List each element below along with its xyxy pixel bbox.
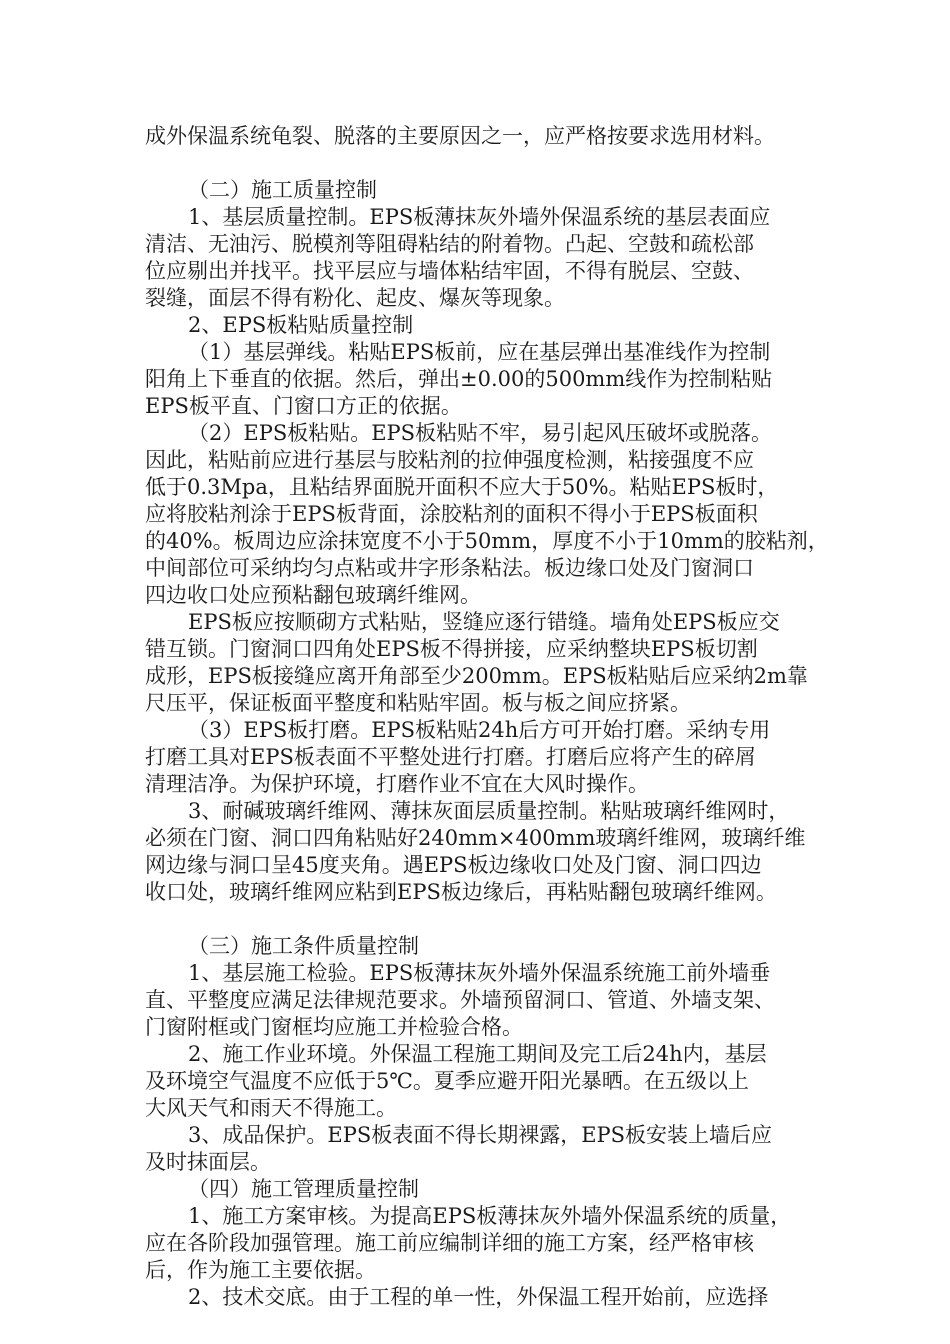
paragraph-line: 大风天气和雨天不得施工。 bbox=[145, 1096, 397, 1120]
paragraph-line: 中间部位可采纳均匀点粘或井字形条粘法。板边缘口处及门窗洞口 bbox=[145, 556, 754, 580]
paragraph-line: 清理洁净。为保护环境，打磨作业不宜在大风时操作。 bbox=[145, 772, 649, 796]
paragraph-line: 四边收口处应预粘翻包玻璃纤维网。 bbox=[145, 583, 481, 607]
paragraph-line: 及环境空气温度不应低于5℃。夏季应避开阳光暴晒。在五级以上 bbox=[145, 1069, 749, 1093]
paragraph-line: 阳角上下垂直的依据。然后，弹出±0.00的500mm线作为控制粘贴 bbox=[145, 367, 773, 391]
paragraph-line: （1）基层弹线。粘贴EPS板前，应在基层弹出基准线作为控制 bbox=[188, 340, 771, 364]
paragraph-line: 低于0.3Mpa，且粘结界面脱开面积不应大于50%。粘贴EPS板时， bbox=[145, 475, 779, 499]
paragraph-line: 收口处，玻璃纤维网应粘到EPS板边缘后，再粘贴翻包玻璃纤维网。 bbox=[145, 880, 777, 904]
paragraph-line: 网边缘与洞口呈45度夹角。遇EPS板边缘收口处及门窗、洞口四边 bbox=[145, 853, 762, 877]
paragraph-line: 2、技术交底。由于工程的单一性，外保温工程开始前，应选择 bbox=[188, 1285, 769, 1309]
section-heading: （二）施工质量控制 bbox=[188, 178, 377, 202]
paragraph-line: 1、基层施工检验。EPS板薄抹灰外墙外保温系统施工前外墙垂 bbox=[188, 961, 771, 985]
paragraph-line: 门窗附框或门窗框均应施工并检验合格。 bbox=[145, 1015, 523, 1039]
subsection-heading: 2、EPS板粘贴质量控制 bbox=[188, 313, 414, 337]
paragraph-line: 应在各阶段加强管理。施工前应编制详细的施工方案，经严格审核 bbox=[145, 1231, 754, 1255]
paragraph-line: 清洁、无油污、脱模剂等阻碍粘结的附着物。凸起、空鼓和疏松部 bbox=[145, 232, 754, 256]
paragraph-line: （2）EPS板粘贴。EPS板粘贴不牢，易引起风压破坏或脱落。 bbox=[188, 421, 773, 445]
paragraph-line: 1、施工方案审核。为提高EPS板薄抹灰外墙外保温系统的质量， bbox=[188, 1204, 792, 1228]
paragraph-line: EPS板应按顺砌方式粘贴，竖缝应逐行错缝。墙角处EPS板应交 bbox=[188, 610, 780, 634]
paragraph-line: 错互锁。门窗洞口四角处EPS板不得拼接，应采纳整块EPS板切割 bbox=[145, 637, 758, 661]
paragraph-line: 后，作为施工主要依据。 bbox=[145, 1258, 376, 1282]
paragraph-line: 3、成品保护。EPS板表面不得长期裸露，EPS板安装上墙后应 bbox=[188, 1123, 773, 1147]
paragraph-line: （3）EPS板打磨。EPS板粘贴24h后方可开始打磨。采纳专用 bbox=[188, 718, 771, 742]
paragraph-line: 尺压平，保证板面平整度和粘贴牢固。板与板之间应挤紧。 bbox=[145, 691, 691, 715]
paragraph-line: 3、耐碱玻璃纤维网、薄抹灰面层质量控制。粘贴玻璃纤维网时， bbox=[188, 799, 790, 823]
paragraph-line: 成外保温系统龟裂、脱落的主要原因之一，应严格按要求选用材料。 bbox=[145, 124, 775, 148]
paragraph-line: 及时抹面层。 bbox=[145, 1150, 271, 1174]
paragraph-line: EPS板平直、门窗口方正的依据。 bbox=[145, 394, 462, 418]
paragraph-line: 应将胶粘剂涂于EPS板背面，涂胶粘剂的面积不得小于EPS板面积 bbox=[145, 502, 758, 526]
paragraph-line: 1、基层质量控制。EPS板薄抹灰外墙外保温系统的基层表面应 bbox=[188, 205, 771, 229]
paragraph-line: 因此，粘贴前应进行基层与胶粘剂的拉伸强度检测，粘接强度不应 bbox=[145, 448, 754, 472]
section-heading: （四）施工管理质量控制 bbox=[188, 1177, 419, 1201]
paragraph-line: 2、施工作业环境。外保温工程施工期间及完工后24h内，基层 bbox=[188, 1042, 767, 1066]
paragraph-line: 位应剔出并找平。找平层应与墙体粘结牢固，不得有脱层、空鼓、 bbox=[145, 259, 754, 283]
paragraph-line: 成形，EPS板接缝应离开角部至少200mm。EPS板粘贴后应采纳2m靠 bbox=[145, 664, 808, 688]
paragraph-line: 打磨工具对EPS板表面不平整处进行打磨。打磨后应将产生的碎屑 bbox=[145, 745, 756, 769]
paragraph-line: 的40%。板周边应涂抹宽度不小于50mm，厚度不小于10mm的胶粘剂， bbox=[145, 529, 829, 553]
section-heading: （三）施工条件质量控制 bbox=[188, 934, 419, 958]
paragraph-line: 裂缝，面层不得有粉化、起皮、爆灰等现象。 bbox=[145, 286, 565, 310]
paragraph-line: 必须在门窗、洞口四角粘贴好240mm×400mm玻璃纤维网，玻璃纤维 bbox=[145, 826, 806, 850]
paragraph-line: 直、平整度应满足法律规范要求。外墙预留洞口、管道、外墙支架、 bbox=[145, 988, 775, 1012]
